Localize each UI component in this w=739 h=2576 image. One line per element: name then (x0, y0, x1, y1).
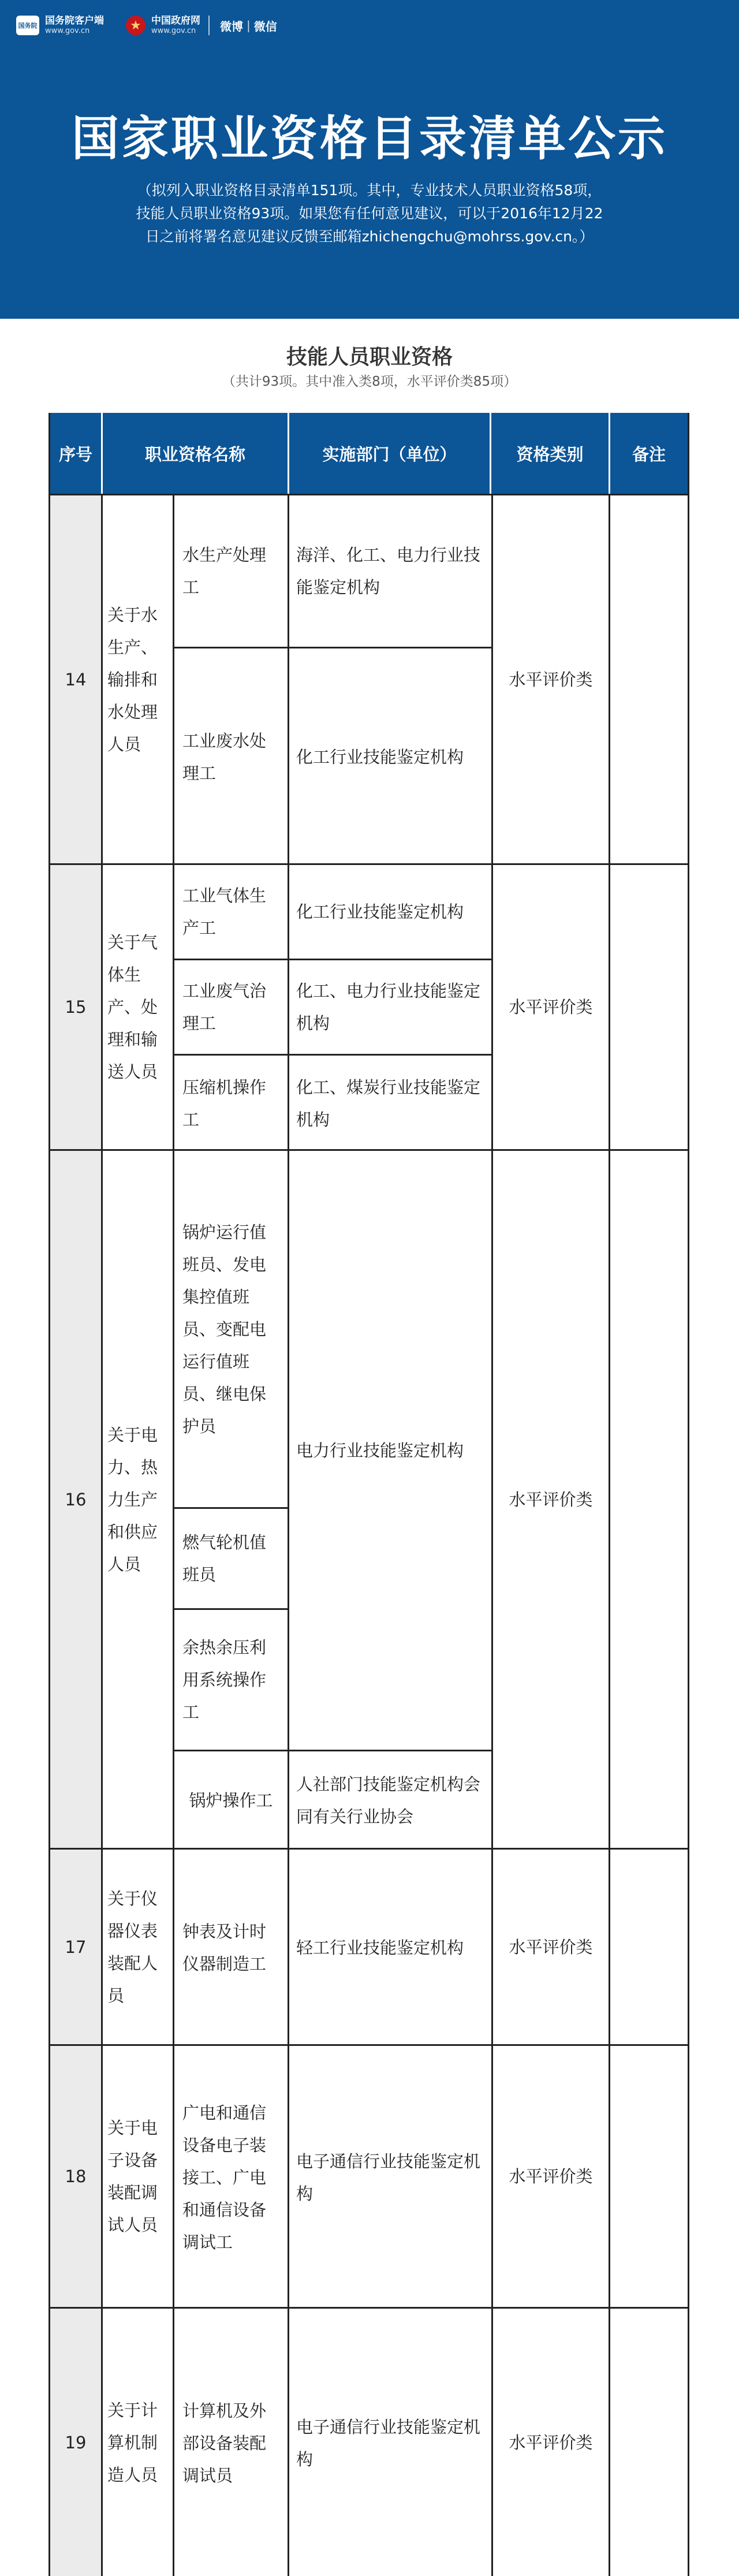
row-number: 14 (50, 495, 103, 863)
site-url: www.gov.cn (151, 27, 196, 36)
weixin-link[interactable]: 微信 (253, 19, 277, 33)
social-divider: | (247, 18, 251, 32)
column-header-name: 职业资格名称 (103, 413, 289, 494)
column-header-no: 序号 (50, 413, 103, 494)
qualification-name: 压缩机操作工 (174, 1056, 289, 1151)
implementing-dept: 化工行业技能鉴定机构 (289, 865, 491, 960)
qualification-category: 水平评价类 (491, 2046, 610, 2307)
page-title: 国家职业资格目录清单公示 (71, 111, 667, 166)
table-row (50, 863, 688, 1149)
note-cell (610, 1151, 688, 1848)
implementing-dept: 电子通信行业技能鉴定机构 (296, 2151, 481, 2204)
brand-divider (208, 16, 210, 35)
qualification-category: 水平评价类 (491, 2309, 610, 2576)
note-cell (610, 865, 688, 1149)
section-subtitle: （共计93项。其中准入类8项，水平评价类85项） (222, 374, 517, 389)
site-name: 中国政府网 (151, 15, 200, 27)
qualification-table (48, 413, 689, 2576)
qualification-name: 余热余压利用系统操作工 (174, 1610, 289, 1751)
qualification-name: 水生产处理工 (174, 495, 289, 648)
occupation-group: 关于水生产、输排和水处理人员 (103, 495, 174, 863)
row-number: 16 (50, 1151, 103, 1848)
qualification-name: 燃气轮机值班员 (174, 1509, 289, 1610)
note-cell (610, 1850, 688, 2044)
notice-text: （拟列入职业资格目录清单151项。其中，专业技术人员职业资格58项，技能人员职业资格93项。如果您有任何意见建议，可以于2016年12月22日之前将署名意见建议反馈至邮箱zhichengchu@mohrss.gov.cn。） (136, 182, 603, 245)
qualification-name: 工业废水处理工 (174, 648, 289, 865)
implementing-dept: 电力行业技能鉴定机构 (289, 1151, 491, 1751)
table-row (50, 2307, 688, 2576)
qualification-category: 水平评价类 (491, 1151, 610, 1848)
column-header-note: 备注 (632, 444, 666, 464)
qualification-category: 水平评价类 (491, 1850, 610, 2044)
table-row (50, 494, 688, 863)
note-cell (610, 2309, 688, 2576)
app-logo-icon: 国务院 (16, 16, 39, 35)
top-bar (0, 0, 739, 51)
implementing-dept: 海洋、化工、电力行业技能鉴定机构 (289, 495, 491, 648)
table-row (50, 1149, 688, 1848)
table-header (50, 413, 688, 494)
implementing-dept: 化工、煤炭行业技能鉴定机构 (296, 1077, 481, 1129)
qualification-name: 工业气体生产工 (174, 865, 289, 960)
note-cell (610, 495, 688, 863)
qualification-category: 水平评价类 (491, 865, 610, 1149)
table-row (50, 2044, 688, 2307)
qualification-name: 计算机及外部设备装配调试员 (174, 2309, 289, 2576)
row-number: 19 (50, 2309, 103, 2576)
column-header-dept: 实施部门（单位） (289, 413, 491, 494)
row-number: 18 (50, 2046, 103, 2307)
section-title: 技能人员职业资格 (286, 345, 453, 369)
app-url: www.gov.cn (45, 27, 90, 36)
qualification-name: 锅炉运行值班员、发电集控值班员、变配电运行值班员、继电保护员 (174, 1151, 289, 1509)
occupation-group: 关于电力、热力生产和供应人员 (103, 1151, 174, 1848)
implementing-dept: 化工行业技能鉴定机构 (296, 747, 464, 767)
implementing-dept: 人社部门技能鉴定机构会同有关行业协会 (296, 1775, 481, 1826)
occupation-group: 关于仪器仪表装配人员 (103, 1850, 174, 2044)
table-row (50, 1848, 688, 2044)
column-header-category: 资格类别 (491, 413, 610, 494)
qualification-name: 钟表及计时仪器制造工 (174, 1850, 289, 2046)
implementing-dept: 电子通信行业技能鉴定机构 (296, 2417, 481, 2469)
app-brand[interactable] (16, 13, 104, 38)
national-emblem-icon: ★ (126, 16, 145, 35)
weibo-link[interactable]: 微博 (220, 19, 243, 33)
page-header (0, 0, 739, 319)
row-number: 15 (50, 865, 103, 1149)
note-cell (610, 2046, 688, 2307)
qualification-name: 广电和通信设备电子装接工、广电和通信设备调试工 (174, 2046, 289, 2309)
row-number: 17 (50, 1850, 103, 2044)
qualification-name: 工业废气治理工 (174, 960, 289, 1056)
occupation-group: 关于气体生产、处理和输送人员 (103, 865, 174, 1149)
implementing-dept: 轻工行业技能鉴定机构 (296, 1938, 464, 1958)
qualification-category: 水平评价类 (491, 495, 610, 863)
implementing-dept: 化工、电力行业技能鉴定机构 (289, 960, 491, 1056)
occupation-group: 关于计算机制造人员 (103, 2309, 174, 2576)
qualification-name: 锅炉操作工 (174, 1751, 289, 1850)
site-brand[interactable] (126, 13, 277, 38)
occupation-group: 关于电子设备装配调试人员 (103, 2046, 174, 2307)
app-name: 国务院客户端 (45, 15, 104, 27)
